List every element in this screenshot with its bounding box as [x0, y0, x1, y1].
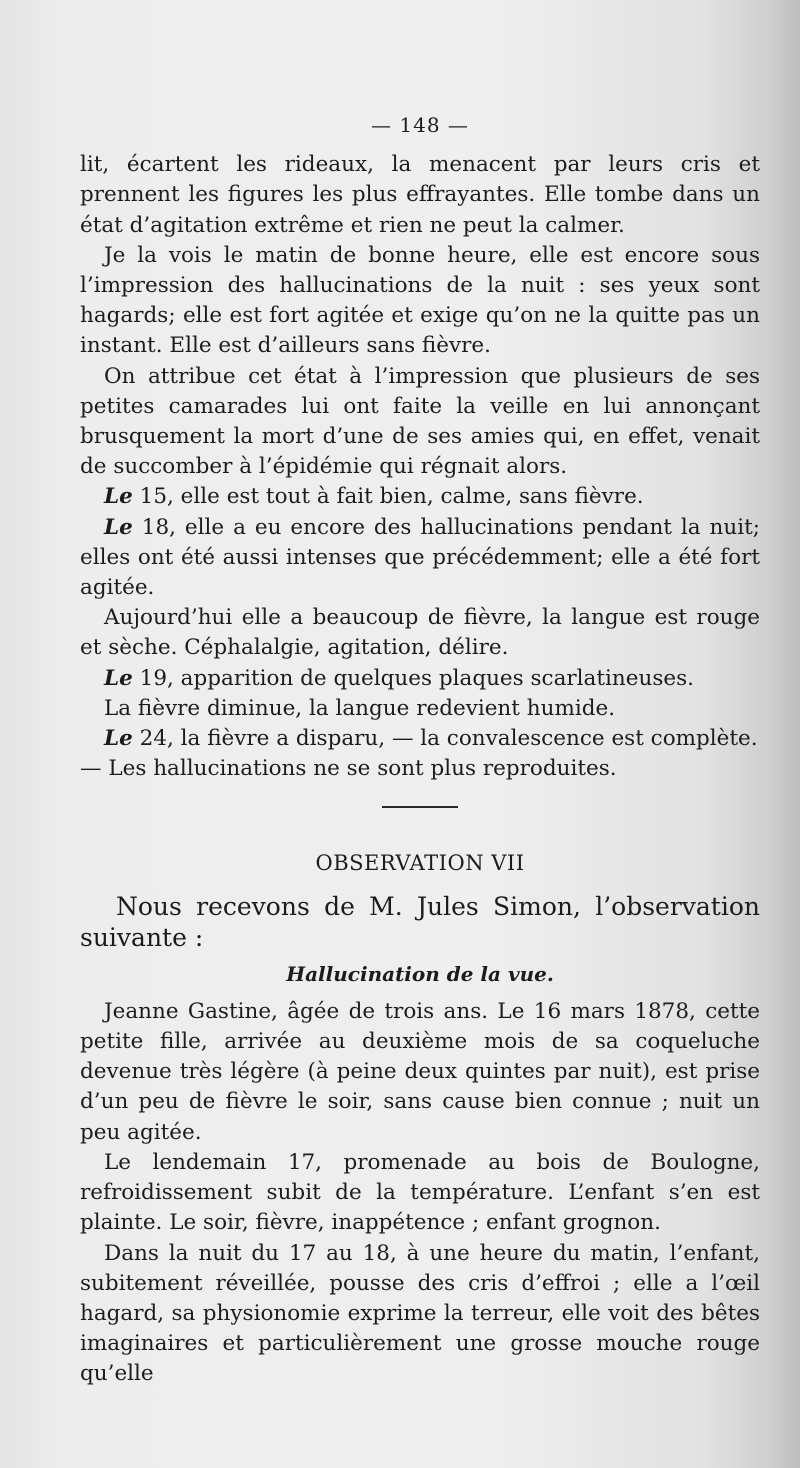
paragraph: Je la vois le matin de bonne heure, elle est encore sous l’impression des hallucinations de la nuit : ses yeux sont hagards; elle est fort agitée et exige qu’on ne la quitte pas un instant. Elle est d’ailleurs sans fièvre.: [80, 242, 760, 359]
entry-text: 15, elle est tout à fait bien, calme, sans fièvre.: [139, 484, 644, 510]
dated-entry: [80, 482, 760, 512]
date-word: Le: [104, 726, 133, 752]
dated-entry: [80, 724, 760, 754]
entry-text: 24, la fièvre a disparu, — la convalescence est complète.: [139, 726, 758, 752]
date-word: Le: [104, 514, 133, 540]
paragraph-continuation: lit, écartent les rideaux, la menacent par leurs cris et prennent les figures les plus effrayantes. Elle tombe dans un état d’agitation extrême et rien ne peut la calmer.: [80, 152, 760, 238]
paragraph: Le lendemain 17, promenade au bois de Boulogne, refroidissement subit de la température. L’enfant s’en est plainte. Le soir, fièvre, inappétence ; enfant grognon.: [80, 1149, 760, 1236]
paragraph: On attribue cet état à l’impression que plusieurs de ses petites camarades lui ont faite la veille en lui annonçant brusquement la mort d’une de ses amies qui, en effet, venait de succomber à l’épidémie qui régnait alors.: [80, 363, 760, 480]
section-divider: [382, 806, 458, 808]
paragraph: Jeanne Gastine, âgée de trois ans. Le 16 mars 1878, cette petite fille, arrivée au deuxième mois de sa coqueluche devenue très légère (à peine deux quintes par nuit), est prise d’un peu de fièvre le soir, sans cause bien connue ; nuit un peu agitée.: [80, 998, 760, 1145]
observation-heading: OBSERVATION VII: [315, 851, 525, 876]
paragraph: La fièvre diminue, la langue redevient humide.: [104, 695, 616, 721]
dated-entry: [80, 664, 760, 694]
paragraph: Aujourd’hui elle a beaucoup de fièvre, la langue est rouge et sèche. Céphalalgie, agitation, délire.: [80, 605, 760, 661]
page-text-block: [80, 110, 760, 1390]
paragraph: Dans la nuit du 17 au 18, à une heure du matin, l’enfant, subitement réveillée, pousse des cris d’effroi ; elle a l’œil hagard, sa physionomie exprime la terreur, elle voit des bêtes imaginaires et particulièrement une grosse mouche rouge qu’elle: [80, 1240, 760, 1387]
entry-text: 18, elle a eu encore des hallucinations pendant la nuit; elles ont été aussi intenses que précédemment; elle a été fort agitée.: [80, 514, 760, 601]
observation-subtitle: Hallucination de la vue.: [286, 961, 554, 986]
entry-text: 19, apparition de quelques plaques scarlatineuses.: [139, 665, 694, 691]
date-word: Le: [104, 484, 133, 510]
paragraph-continuation: — Les hallucinations ne se sont plus reproduites.: [80, 756, 617, 782]
date-word: Le: [104, 665, 133, 691]
page-number: — 148 —: [371, 113, 469, 137]
observation-intro: Nous recevons de M. Jules Simon, l’observation suivante :: [80, 891, 760, 952]
dated-entry: [80, 513, 760, 604]
